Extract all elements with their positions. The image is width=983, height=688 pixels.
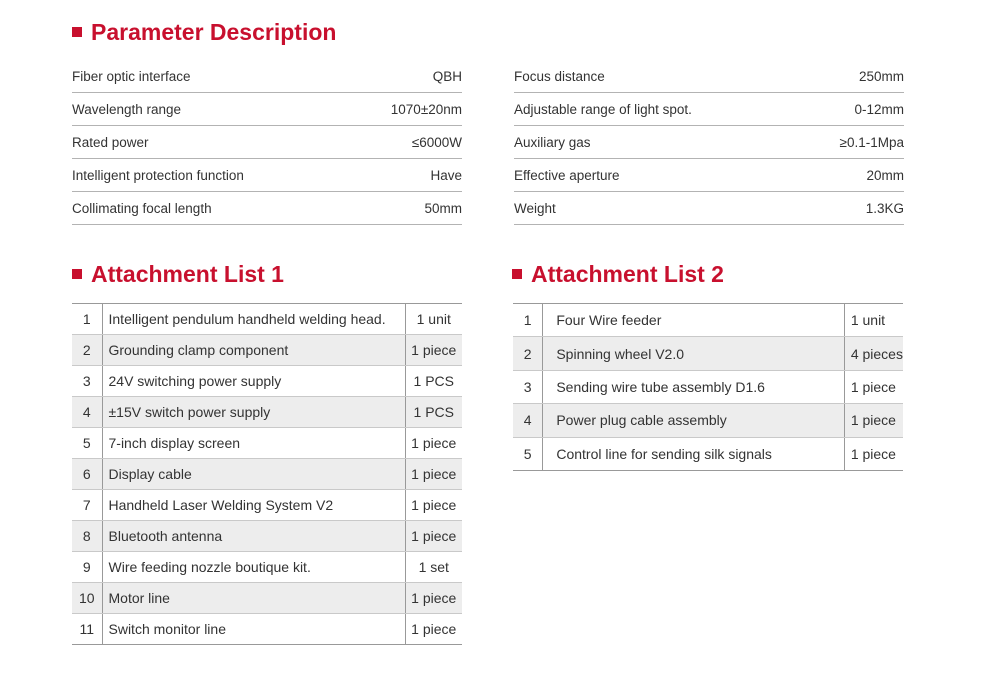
- item-name: Control line for sending silk signals: [543, 437, 844, 470]
- parameter-table-right: [514, 60, 904, 225]
- attachment-list-2-table: [513, 303, 903, 471]
- item-quantity: 1 piece: [405, 583, 462, 614]
- item-name: Display cable: [102, 459, 405, 490]
- row-number: 6: [72, 459, 102, 490]
- attachment-list-2-heading-text: Attachment List 2: [531, 261, 724, 287]
- parameter-row: [514, 192, 904, 225]
- row-number: 4: [513, 404, 543, 437]
- parameter-value: 0-12mm: [854, 101, 904, 117]
- item-quantity: 1 piece: [405, 428, 462, 459]
- item-quantity: 1 piece: [405, 335, 462, 366]
- item-name: Intelligent pendulum handheld welding head.: [102, 304, 405, 335]
- item-name: 24V switching power supply: [102, 366, 405, 397]
- row-number: 5: [513, 437, 543, 470]
- item-quantity: 4 pieces: [844, 337, 903, 370]
- parameter-row: [72, 192, 462, 225]
- item-name: Sending wire tube assembly D1.6: [543, 370, 844, 403]
- parameter-table-left: [72, 60, 462, 225]
- parameter-row: [514, 60, 904, 93]
- table-row: [72, 583, 462, 614]
- attachment-list-2-heading: [512, 261, 724, 288]
- parameter-value: 1070±20nm: [390, 101, 462, 117]
- row-number: 5: [72, 428, 102, 459]
- parameter-value: ≤6000W: [411, 134, 462, 150]
- table-row: [513, 404, 903, 437]
- item-quantity: 1 unit: [844, 304, 903, 337]
- parameter-value: ≥0.1-1Mpa: [839, 134, 904, 150]
- parameter-row: [72, 60, 462, 93]
- square-bullet-icon: [72, 269, 82, 279]
- row-number: 7: [72, 490, 102, 521]
- item-name: Bluetooth antenna: [102, 521, 405, 552]
- parameter-row: [72, 126, 462, 159]
- item-quantity: 1 piece: [405, 459, 462, 490]
- item-quantity: 1 piece: [844, 404, 903, 437]
- parameter-row: [514, 159, 904, 192]
- item-quantity: 1 unit: [405, 304, 462, 335]
- item-quantity: 1 set: [405, 552, 462, 583]
- table-row: [72, 521, 462, 552]
- parameter-row: [514, 93, 904, 126]
- item-name: ±15V switch power supply: [102, 397, 405, 428]
- item-name: Spinning wheel V2.0: [543, 337, 844, 370]
- table-row: [72, 304, 462, 335]
- table-row: [72, 397, 462, 428]
- parameter-label: Focus distance: [514, 68, 605, 84]
- row-number: 1: [72, 304, 102, 335]
- parameter-label: Rated power: [72, 134, 149, 150]
- table-row: [513, 304, 903, 337]
- square-bullet-icon: [72, 27, 82, 37]
- parameter-value: 50mm: [424, 200, 462, 216]
- parameter-heading-text: Parameter Description: [91, 19, 337, 45]
- parameter-row: [72, 93, 462, 126]
- row-number: 3: [72, 366, 102, 397]
- item-name: 7-inch display screen: [102, 428, 405, 459]
- parameter-label: Fiber optic interface: [72, 68, 191, 84]
- parameter-label: Wavelength range: [72, 101, 182, 117]
- row-number: 1: [513, 304, 543, 337]
- parameter-heading: [72, 19, 336, 46]
- item-quantity: 1 piece: [405, 521, 462, 552]
- parameter-label: Collimating focal length: [72, 200, 212, 216]
- item-quantity: 1 piece: [844, 370, 903, 403]
- parameter-label: Weight: [514, 200, 556, 216]
- item-quantity: 1 piece: [850, 445, 896, 462]
- parameter-value: QBH: [432, 68, 462, 84]
- parameter-value: 250mm: [858, 68, 904, 84]
- table-row: [513, 437, 903, 470]
- table-row: [72, 614, 462, 645]
- parameter-row: [514, 126, 904, 159]
- parameter-label: Intelligent protection function: [72, 167, 244, 183]
- table-row: [513, 337, 903, 370]
- item-quantity: 1 PCS: [405, 397, 462, 428]
- parameter-row: [72, 159, 462, 192]
- item-quantity: 1 piece: [405, 490, 462, 521]
- parameter-value: 1.3KG: [865, 200, 904, 216]
- item-name: Switch monitor line: [102, 614, 405, 645]
- item-name: Handheld Laser Welding System V2: [102, 490, 405, 521]
- parameter-value: Have: [430, 167, 462, 183]
- row-number: 3: [513, 370, 543, 403]
- table-row: [72, 490, 462, 521]
- attachment-list-1-heading: [72, 261, 284, 288]
- table-row: [72, 428, 462, 459]
- attachment-list-1-table: [72, 303, 462, 645]
- item-name: Four Wire feeder: [543, 304, 844, 337]
- parameter-value: 20mm: [866, 167, 904, 183]
- row-number: 8: [72, 521, 102, 552]
- table-row: [72, 459, 462, 490]
- table-row: [513, 370, 903, 403]
- parameter-label: Effective aperture: [514, 167, 620, 183]
- parameter-label: Auxiliary gas: [514, 134, 591, 150]
- item-name: Power plug cable assembly: [543, 404, 844, 437]
- table-row: [72, 552, 462, 583]
- table-row: [72, 366, 462, 397]
- square-bullet-icon: [512, 269, 522, 279]
- attachment-list-1-heading-text: Attachment List 1: [91, 261, 284, 287]
- item-name: Grounding clamp component: [102, 335, 405, 366]
- item-name: Wire feeding nozzle boutique kit.: [102, 552, 405, 583]
- row-number: 11: [72, 614, 102, 645]
- row-number: 2: [72, 335, 102, 366]
- item-quantity: 1 piece: [411, 621, 457, 637]
- row-number: 4: [72, 397, 102, 428]
- table-row: [72, 335, 462, 366]
- item-name: Motor line: [102, 583, 405, 614]
- item-quantity: 1 PCS: [405, 366, 462, 397]
- row-number: 10: [72, 583, 102, 614]
- row-number: 2: [513, 337, 543, 370]
- row-number: 9: [72, 552, 102, 583]
- parameter-label: Adjustable range of light spot.: [514, 101, 692, 117]
